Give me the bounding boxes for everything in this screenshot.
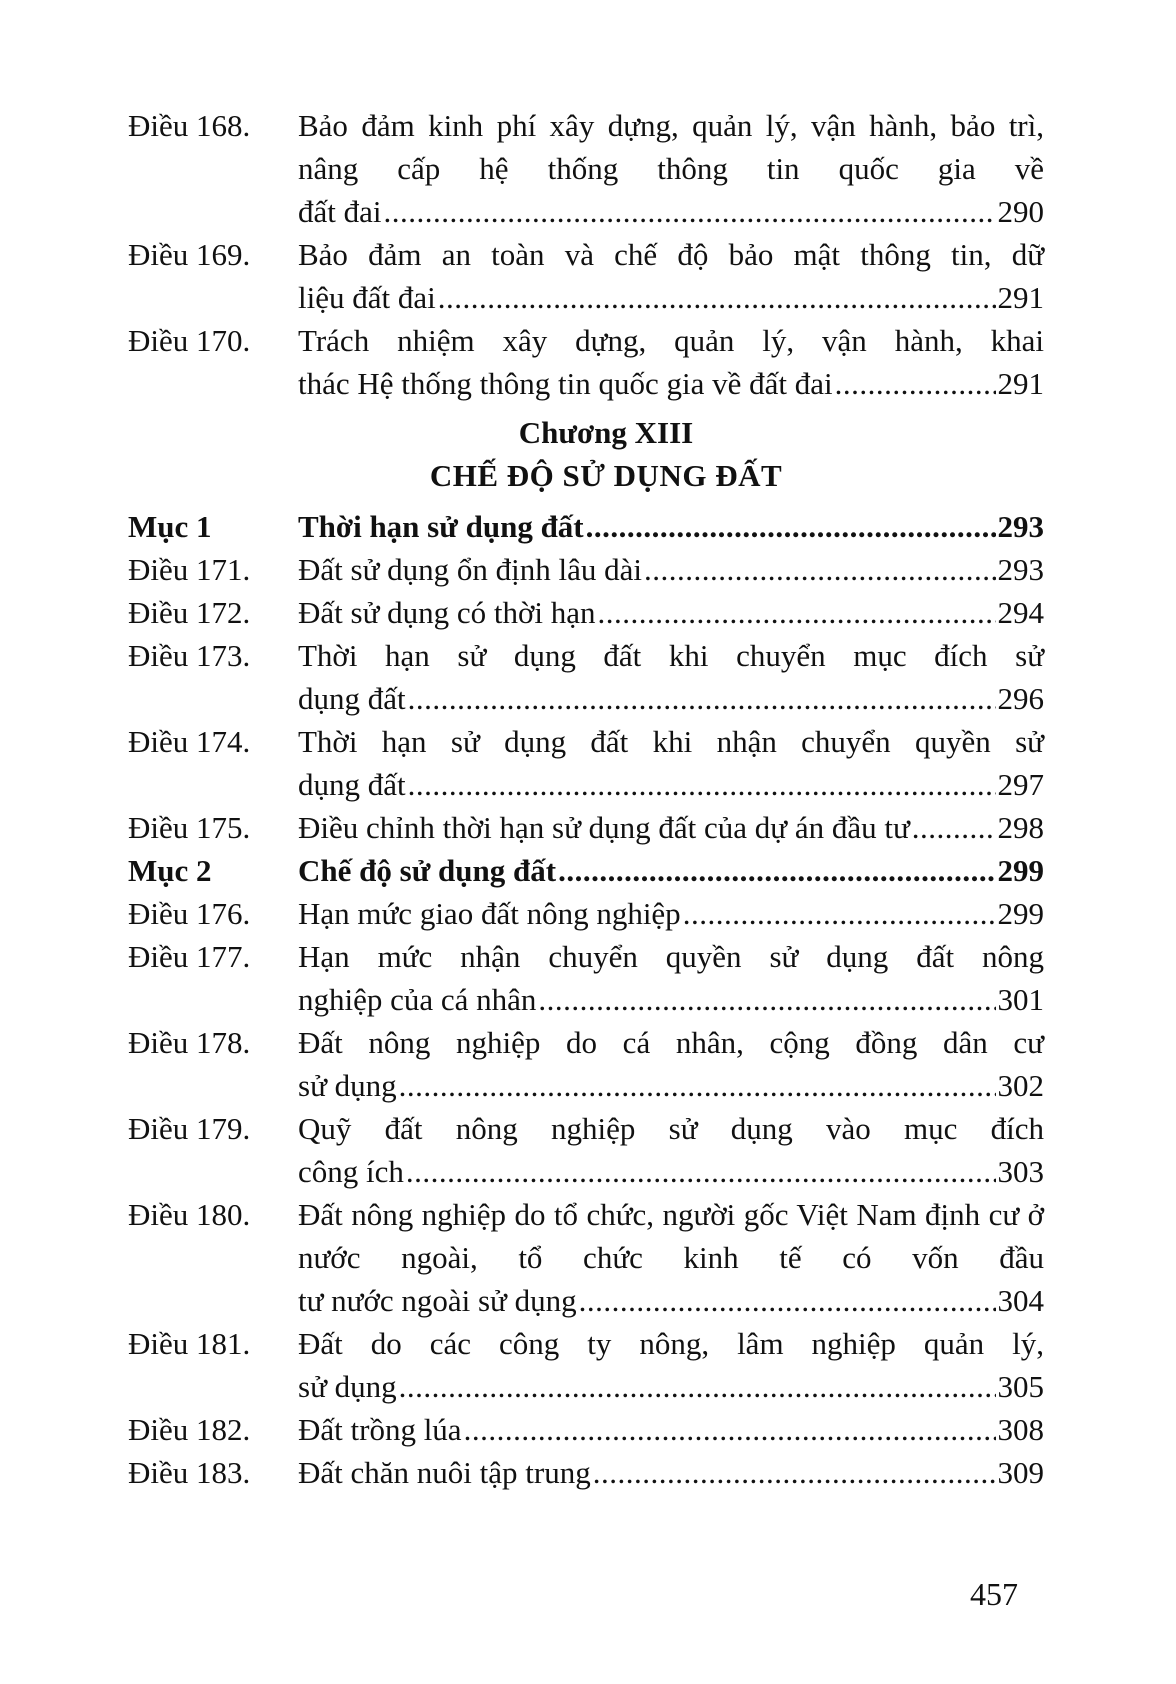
toc-entry-label: Điều 174.	[128, 724, 251, 759]
toc-entry-label: Điều 170.	[128, 323, 251, 358]
toc-entries-after-chapter	[128, 505, 1044, 1494]
toc-entry-last-line	[298, 1408, 1044, 1451]
chapter-heading	[128, 411, 1044, 497]
toc-entry	[128, 1021, 1044, 1107]
toc-entry	[128, 1193, 1044, 1322]
toc-entry	[128, 548, 1044, 591]
toc-entry-body	[298, 1408, 1044, 1451]
toc-entry-last-line	[298, 1279, 1044, 1322]
toc-entry-title: công ích	[298, 1154, 404, 1189]
toc-entry-label: Điều 179.	[128, 1111, 251, 1146]
chapter-number: Chương XIII	[518, 415, 694, 450]
toc-entry-title-wrapped: Đất do các công ty nông, lâm nghiệp quản lý,	[298, 1326, 1044, 1361]
toc-entry-last-line	[298, 1451, 1044, 1494]
toc-entry-page-number: 303	[997, 1154, 1044, 1189]
toc-entry-last-line	[298, 978, 1044, 1021]
toc-entry-label: Mục 2	[128, 853, 212, 888]
dot-leader	[438, 276, 996, 319]
toc-section-entry	[128, 849, 1044, 892]
dot-leader	[464, 1408, 996, 1451]
toc-entry-page-number: 296	[997, 681, 1044, 716]
toc-entry-body	[298, 1193, 1044, 1322]
toc-entry-body	[298, 634, 1044, 720]
toc-entry-page-number: 305	[997, 1369, 1044, 1404]
toc-entry-last-line	[298, 548, 1044, 591]
toc-entry-label: Điều 171.	[128, 552, 251, 587]
toc-entry-last-line	[298, 1150, 1044, 1193]
toc-entry-page-number: 293	[997, 552, 1044, 587]
dot-leader	[586, 505, 996, 548]
toc-entry-page-number: 297	[997, 767, 1044, 802]
toc-entry-last-line	[298, 1064, 1044, 1107]
toc-entry	[128, 935, 1044, 1021]
dot-leader	[558, 849, 995, 892]
toc-entry-body	[298, 233, 1044, 319]
toc-entry-page-number: 299	[997, 853, 1044, 888]
toc-entry-label: Điều 175.	[128, 810, 251, 845]
toc-entry	[128, 720, 1044, 806]
dot-leader	[683, 892, 996, 935]
toc-entry-last-line	[298, 1365, 1044, 1408]
toc-entry-page-number: 302	[997, 1068, 1044, 1103]
toc-entry-title: Đất sử dụng ổn định lâu dài	[298, 552, 642, 587]
toc-entries-before-chapter	[128, 104, 1044, 405]
dot-leader	[835, 362, 996, 405]
dot-leader	[538, 978, 995, 1021]
dot-leader	[579, 1279, 996, 1322]
toc-entry-title: Chế độ sử dụng đất	[298, 853, 557, 888]
dot-leader	[408, 677, 996, 720]
toc-section-entry	[128, 505, 1044, 548]
dot-leader	[598, 591, 996, 634]
toc-entry-title: Hạn mức giao đất nông nghiệp	[298, 896, 681, 931]
toc-entry-title: dụng đất	[298, 767, 406, 802]
toc-entry-last-line	[298, 763, 1044, 806]
toc-entry-page-number: 293	[997, 509, 1044, 544]
toc-entry	[128, 233, 1044, 319]
toc-entry	[128, 1408, 1044, 1451]
toc-entry-title-wrapped: Đất nông nghiệp do cá nhân, cộng đồng dân cư	[298, 1025, 1044, 1060]
toc-entry-title: đất đai	[298, 194, 382, 229]
toc-entry-page-number: 290	[997, 194, 1044, 229]
toc-entry-last-line	[298, 806, 1044, 849]
toc-entry-title: sử dụng	[298, 1369, 397, 1404]
toc-entry-page-number: 308	[997, 1412, 1044, 1447]
toc-entry-label: Điều 172.	[128, 595, 251, 630]
toc-entry-title-wrapped: Thời hạn sử dụng đất khi nhận chuyển quyền sử	[298, 724, 1044, 759]
toc-entry	[128, 591, 1044, 634]
chapter-title: CHẾ ĐỘ SỬ DỤNG ĐẤT	[429, 458, 783, 493]
toc-entry-page-number: 291	[997, 366, 1044, 401]
toc-entry-title-wrapped: Bảo đảm an toàn và chế độ bảo mật thông tin, dữ	[298, 237, 1044, 272]
dot-leader	[399, 1064, 996, 1107]
toc-entry	[128, 892, 1044, 935]
toc-entry-body	[298, 1451, 1044, 1494]
toc-entry	[128, 319, 1044, 405]
toc-entry-title: Đất sử dụng có thời hạn	[298, 595, 596, 630]
toc-entry-last-line	[298, 677, 1044, 720]
toc-entry-label: Điều 180.	[128, 1197, 251, 1232]
toc-entry-body	[298, 548, 1044, 591]
toc-entry	[128, 104, 1044, 233]
toc-entry-body	[298, 935, 1044, 1021]
toc-entry-body	[298, 591, 1044, 634]
toc-entry-title-wrapped: Bảo đảm kinh phí xây dựng, quản lý, vận hành, bảo trì, nâng cấp hệ thống thông tin quốc gia về	[298, 108, 1044, 186]
toc-entry-last-line	[298, 190, 1044, 233]
dot-leader	[912, 806, 996, 849]
dot-leader	[593, 1451, 996, 1494]
toc-entry-body	[298, 720, 1044, 806]
toc-entry-last-line	[298, 276, 1044, 319]
toc-entry-last-line	[298, 362, 1044, 405]
toc-entry-body	[298, 1107, 1044, 1193]
toc-entry-body	[298, 104, 1044, 233]
toc-entry-title: tư nước ngoài sử dụng	[298, 1283, 577, 1318]
toc-entry-page-number: 309	[997, 1455, 1044, 1490]
toc-entry-body	[298, 806, 1044, 849]
dot-leader	[406, 1150, 996, 1193]
toc-entry-title: nghiệp của cá nhân	[298, 982, 537, 1017]
toc-entry-label: Điều 178.	[128, 1025, 251, 1060]
toc-entry-label: Điều 168.	[128, 108, 251, 143]
toc-entry-label: Điều 177.	[128, 939, 251, 974]
toc-entry-title: liệu đất đai	[298, 280, 436, 315]
toc-entry-last-line	[298, 591, 1044, 634]
toc-entry	[128, 1451, 1044, 1494]
toc-entry-label: Mục 1	[128, 509, 212, 544]
dot-leader	[408, 763, 996, 806]
toc-entry-page-number: 301	[997, 982, 1044, 1017]
toc-entry-title: thác Hệ thống thông tin quốc gia về đất đai	[298, 366, 833, 401]
toc-entry-label: Điều 182.	[128, 1412, 251, 1447]
toc-entry-body	[298, 1322, 1044, 1408]
toc-entry-label: Điều 183.	[128, 1455, 251, 1490]
toc-entry	[128, 634, 1044, 720]
dot-leader	[644, 548, 996, 591]
toc-entry-title: Đất chăn nuôi tập trung	[298, 1455, 591, 1490]
toc-entry-title: dụng đất	[298, 681, 406, 716]
table-of-contents	[128, 104, 1044, 1494]
toc-entry-body	[298, 319, 1044, 405]
toc-entry-title: Đất trồng lúa	[298, 1412, 462, 1447]
toc-entry-last-line	[298, 849, 1044, 892]
toc-entry-body	[298, 892, 1044, 935]
toc-entry-title: Thời hạn sử dụng đất	[298, 509, 584, 544]
toc-entry	[128, 1322, 1044, 1408]
toc-entry-label: Điều 169.	[128, 237, 251, 272]
toc-entry-title-wrapped: Thời hạn sử dụng đất khi chuyển mục đích sử	[298, 638, 1044, 673]
toc-entry	[128, 1107, 1044, 1193]
toc-entry	[128, 806, 1044, 849]
dot-leader	[384, 190, 996, 233]
toc-entry-page-number: 304	[997, 1283, 1044, 1318]
dot-leader	[399, 1365, 996, 1408]
toc-entry-title-wrapped: Đất nông nghiệp do tổ chức, người gốc Việt Nam định cư ở nước ngoài, tổ chức kinh tế có vốn đầu	[298, 1197, 1044, 1275]
toc-entry-page-number: 298	[997, 810, 1044, 845]
toc-entry-last-line	[298, 505, 1044, 548]
toc-entry-page-number: 299	[997, 896, 1044, 931]
toc-entry-title-wrapped: Hạn mức nhận chuyển quyền sử dụng đất nông	[298, 939, 1044, 974]
toc-entry-body	[298, 505, 1044, 548]
toc-entry-label: Điều 176.	[128, 896, 251, 931]
toc-entry-body	[298, 849, 1044, 892]
toc-entry-page-number: 294	[997, 595, 1044, 630]
toc-entry-label: Điều 181.	[128, 1326, 251, 1361]
toc-entry-title-wrapped: Trách nhiệm xây dựng, quản lý, vận hành, khai	[298, 323, 1044, 358]
toc-entry-title-wrapped: Quỹ đất nông nghiệp sử dụng vào mục đích	[298, 1111, 1044, 1146]
toc-entry-title: Điều chỉnh thời hạn sử dụng đất của dự án đầu tư	[298, 810, 910, 845]
toc-entry-title: sử dụng	[298, 1068, 397, 1103]
toc-entry-label: Điều 173.	[128, 638, 251, 673]
toc-entry-body	[298, 1021, 1044, 1107]
toc-entry-last-line	[298, 892, 1044, 935]
page-number: 457	[970, 1576, 1018, 1612]
toc-entry-page-number: 291	[997, 280, 1044, 315]
